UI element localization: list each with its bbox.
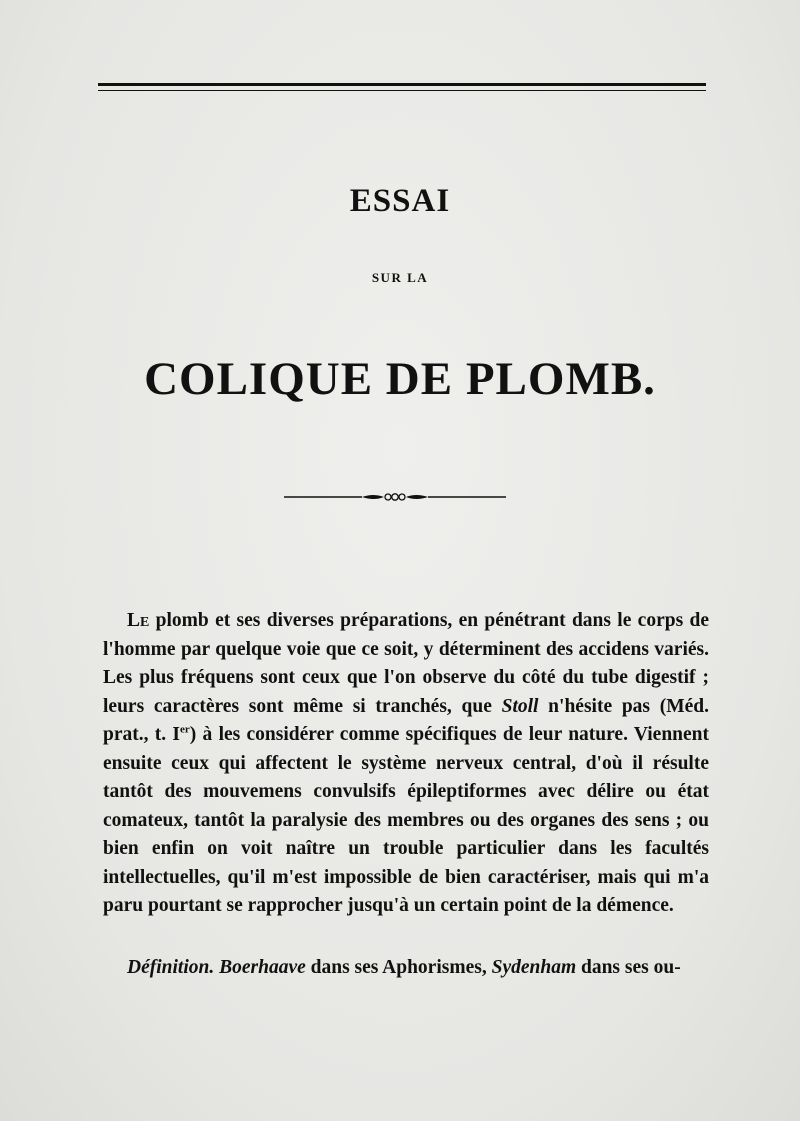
p1-text-a: plomb et ses diverses préparations, en pénétrant dans le corps de l'homme par quelque voie que ce soit, y déterminent des accidens variés. Les plus fréquens sont ceux que l'on observe du côté du tube digestif ; leurs caractères sont même si tranchés, que bbox=[103, 610, 709, 717]
paragraph-intro bbox=[103, 607, 709, 921]
ornamental-divider bbox=[284, 490, 506, 504]
p2-text-b: dans ses ou- bbox=[576, 957, 681, 978]
superscript-er: er bbox=[180, 723, 190, 736]
main-title: COLIQUE DE PLOMB. bbox=[144, 353, 656, 405]
top-double-rule bbox=[98, 83, 706, 91]
p2-text-a: dans ses Aphorismes, bbox=[305, 957, 492, 978]
subheading-sur-la: SUR LA bbox=[371, 270, 429, 285]
p1-text-b: n'hésite pas (Méd. prat., t. I bbox=[103, 695, 710, 745]
definition-label: Définition. bbox=[127, 957, 215, 978]
author-stoll: Stoll bbox=[501, 695, 539, 717]
paragraph-definition bbox=[103, 954, 709, 983]
heading-essai: ESSAI bbox=[349, 183, 451, 219]
author-boerhaave: Boerhaave bbox=[219, 957, 306, 978]
p1-text-c: ) à les considérer comme spécifiques de leur nature. Viennent ensuite ceux qui affectent le système nerveux central, d'où il résulte tantôt des mouvemens convulsifs épileptiformes avec délire ou état comateux, tantôt la paralysie des membres ou des organes des sens ; ou bien enfin on voit naître un trouble particulier dans les facultés intellectuelles, qu'il m'est impossible de bien caractériser, mais qui m'a paru pourtant se rapprocher jusqu'à un certain point de la démence. bbox=[103, 724, 709, 916]
lead-word: Le bbox=[127, 610, 150, 631]
author-sydenham: Sydenham bbox=[491, 957, 577, 978]
